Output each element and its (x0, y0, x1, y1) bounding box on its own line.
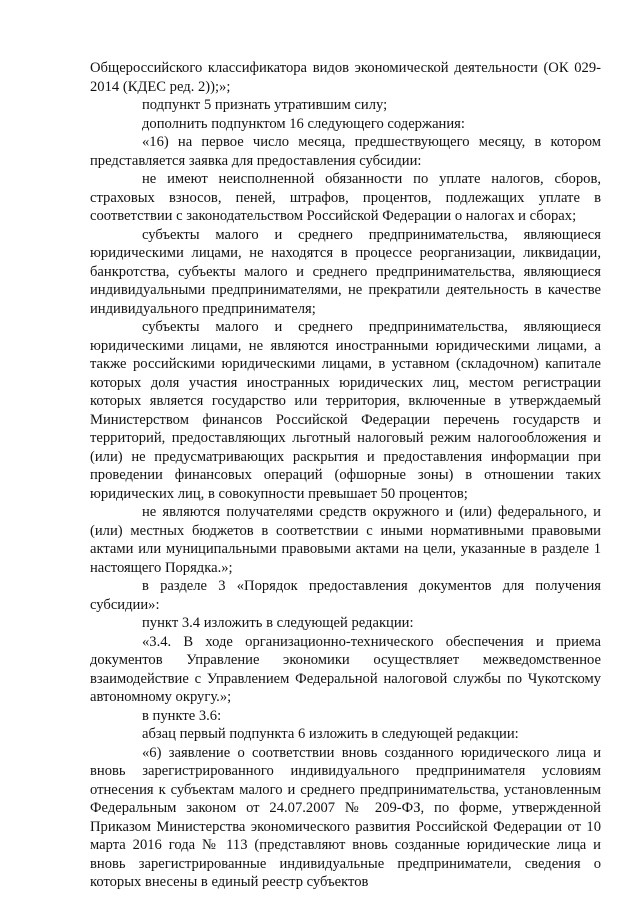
paragraph-12: в пункте 3.6: (142, 707, 222, 724)
paragraph-11: «3.4. В ходе организационно-технического обеспечения и приема документов Управление экономики осуществляет межведомственное взаимодействие с Управлением Федеральной налоговой службы по Чукотскому автономному округу.»; (90, 633, 601, 705)
paragraph-8: не являются получателями средств окружного и (или) федерального, и (или) местных бюджетов в соответствии с иными нормативными правовыми актами или муниципальными правовыми актами на цели, указанные в разделе 1 настоящего Порядка.»; (90, 504, 601, 576)
paragraph-5: не имеют неисполненной обязанности по уплате налогов, сборов, страховых взносов, пеней, штрафов, процентов, подлежащих уплате в соответствии с законодательством Российской Федерации о налогах и сборах; (90, 171, 601, 224)
document-body (90, 59, 601, 892)
paragraph-3: дополнить подпунктом 16 следующего содержания: (142, 115, 465, 132)
paragraph-9: в разделе 3 «Порядок предоставления документов для получения субсидии»: (90, 578, 601, 613)
paragraph-6: субъекты малого и среднего предпринимательства, являющиеся юридическими лицами, не находятся в процессе реорганизации, ликвидации, банкротства, субъекты малого и среднего предпринимательства, являющиеся индивидуальными предпринимателями, не прекратили деятельность в качестве индивидуального предпринимателя; (90, 226, 601, 317)
paragraph-1: Общероссийского классификатора видов экономической деятельности (ОК 029-2014 (КДЕС ред. 2));»; (90, 60, 601, 95)
paragraph-10: пункт 3.4 изложить в следующей редакции: (142, 615, 414, 631)
paragraph-7: субъекты малого и среднего предпринимательства, являющиеся юридическими лицами, не являются иностранными юридическими лицами, а также российскими юридическими лицами, в уставном (складочном) капитале которых доля участия иностранных юридических лиц, местом регистрации которых является государство или территория, включенные в утверждаемый Министерством финансов Российской Федерации перечень государств и территорий, предоставляющих льготный налоговый режим налогообложения и (или) не предусматривающих раскрытия и предоставления информации при проведении финансовых операций (офшорные зоны) в отношении таких юридических лиц, в совокупности превышает 50 процентов; (90, 319, 601, 502)
paragraph-2: подпункт 5 признать утратившим силу; (142, 97, 388, 113)
paragraph-4: «16) на первое число месяца, предшествующего месяцу, в котором представляется заявка для предоставления субсидии: (90, 134, 601, 169)
paragraph-13: абзац первый подпункта 6 изложить в следующей редакции: (142, 726, 519, 742)
paragraph-14: «6) заявление о соответствии вновь созданного юридического лица и вновь зарегистрированного индивидуального предпринимателя условиям отнесения к субъектам малого и среднего предпринимательства, установленным Федеральным законом от 24.07.2007 № 209-ФЗ, по форме, утвержденной Приказом Министерства экономического развития Российской Федерации от 10 марта 2016 года № 113 (представляют вновь созданные юридические лица и вновь зарегистрированные индивидуальные предприниматели, сведения о которых внесены в единый реестр субъектов (90, 744, 601, 890)
